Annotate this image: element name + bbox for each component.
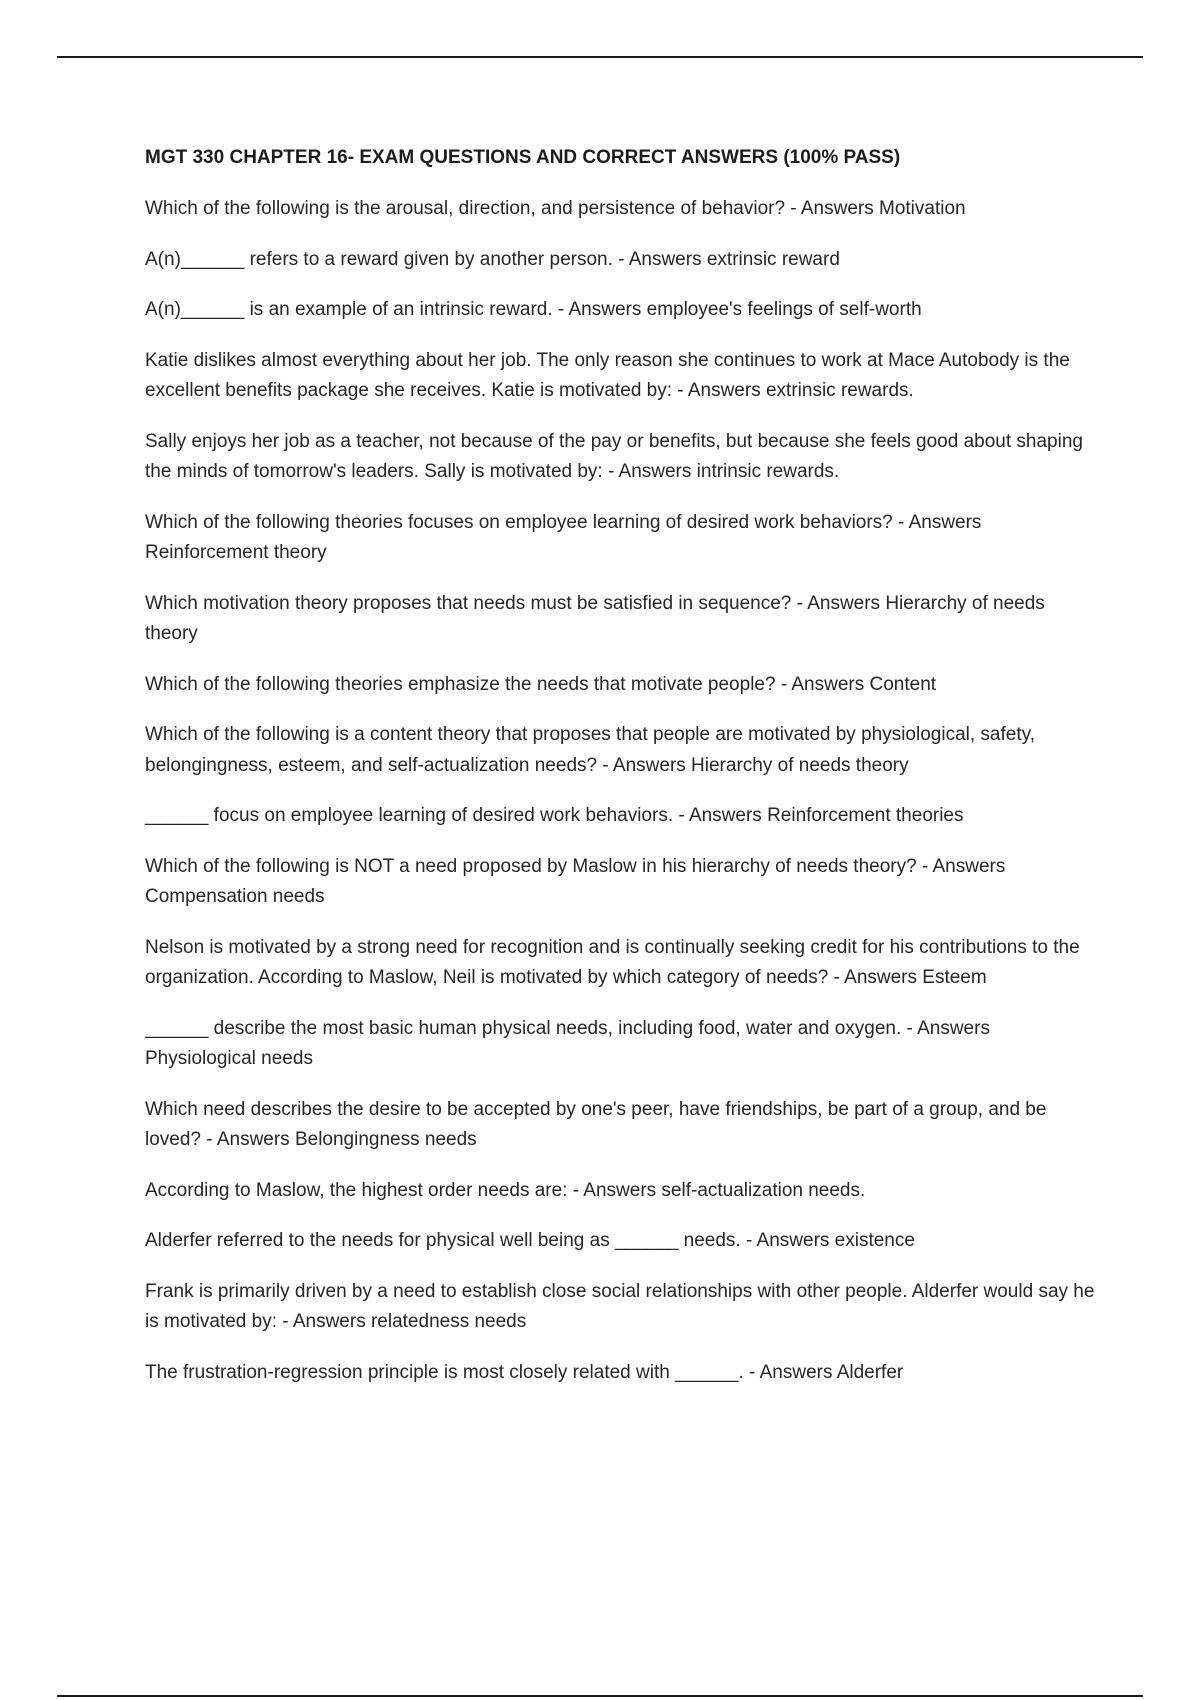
qa-item: Which of the following theories emphasize the needs that motivate people? - Answers Content: [145, 673, 937, 695]
qa-item: The frustration-regression principle is most closely related with ______. - Answers Alderfer: [145, 1361, 904, 1383]
qa-item: According to Maslow, the highest order needs are: - Answers self-actualization needs.: [145, 1179, 866, 1201]
qa-item: Frank is primarily driven by a need to establish close social relationships with other people. Alderfer would say he is motivated by: - Answers relatedness needs: [145, 1280, 1095, 1332]
qa-item: ______ focus on employee learning of desired work behaviors. - Answers Reinforcement theories: [145, 805, 964, 826]
qa-item: Which of the following is NOT a need proposed by Maslow in his hierarchy of needs theory? - Answers Compensation needs: [145, 855, 1006, 907]
qa-item: ______ describe the most basic human physical needs, including food, water and oxygen. - Answers Physiological needs: [145, 1017, 990, 1069]
footer-rule: [57, 1695, 1143, 1697]
qa-item: Which need describes the desire to be accepted by one's peer, have friendships, be part of a group, and be loved? - Answers Belongingness needs: [145, 1098, 1047, 1150]
qa-item: Katie dislikes almost everything about her job. The only reason she continues to work at Mace Autobody is the excellent benefits package she receives. Katie is motivated by: - Answers extrinsic rewards.: [145, 349, 1070, 401]
document-body: [145, 143, 1095, 1408]
qa-item: Sally enjoys her job as a teacher, not because of the pay or benefits, but because she feels good about shaping the minds of tomorrow's leaders. Sally is motivated by: - Answers intrinsic rewards.: [145, 430, 1083, 482]
header-rule: [57, 56, 1143, 58]
qa-item: Which of the following theories focuses on employee learning of desired work behaviors? - Answers Reinforcement theory: [145, 511, 982, 563]
qa-item: Which of the following is the arousal, direction, and persistence of behavior? - Answers Motivation: [145, 198, 966, 219]
qa-item: A(n)______ is an example of an intrinsic reward. - Answers employee's feelings of self-worth: [145, 299, 922, 320]
qa-item: Nelson is motivated by a strong need for recognition and is continually seeking credit for his contributions to the organization. According to Maslow, Neil is motivated by which category of needs? - Answers Esteem: [145, 936, 1080, 988]
qa-item: Which motivation theory proposes that needs must be satisfied in sequence? - Answers Hierarchy of needs theory: [145, 592, 1045, 644]
qa-item: Alderfer referred to the needs for physical well being as ______ needs. - Answers existence: [145, 1230, 915, 1251]
qa-item: Which of the following is a content theory that proposes that people are motivated by physiological, safety, belongingness, esteem, and self-actualization needs? - Answers Hierarchy of needs theory: [145, 724, 1035, 776]
document-title: MGT 330 CHAPTER 16- EXAM QUESTIONS AND CORRECT ANSWERS (100% PASS): [145, 147, 901, 168]
qa-item: A(n)______ refers to a reward given by another person. - Answers extrinsic reward: [145, 248, 840, 270]
